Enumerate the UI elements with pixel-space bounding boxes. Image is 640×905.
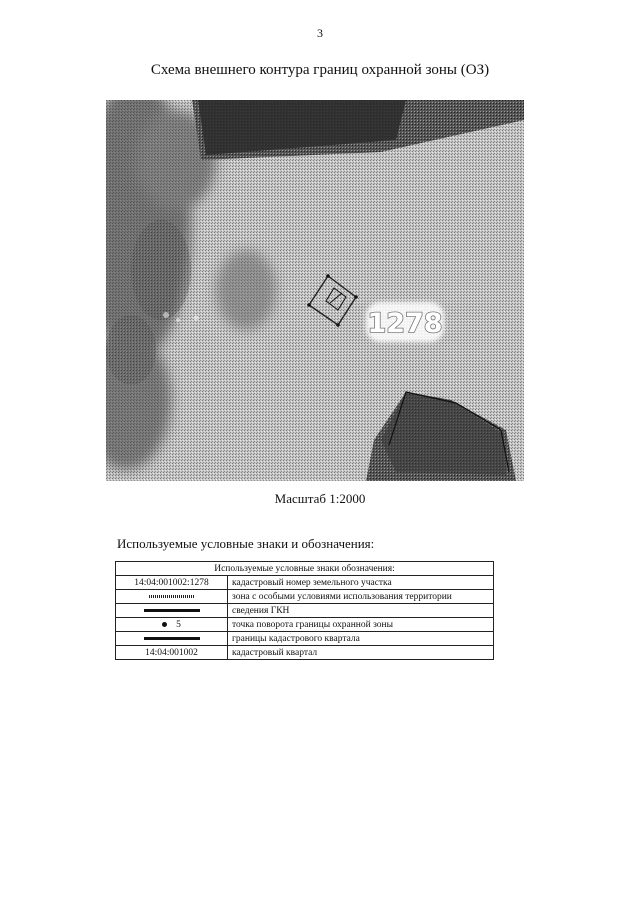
- legend-row: [116, 632, 494, 646]
- hatched-line-icon: [149, 595, 195, 598]
- legend-row: [116, 618, 494, 632]
- dot-icon: [162, 622, 167, 627]
- legend-caption-row: [116, 562, 494, 576]
- legend-description: границы кадастрового квартала: [228, 632, 494, 646]
- legend-row: [116, 576, 494, 590]
- legend-description: зона с особыми условиями использования территории: [228, 590, 494, 604]
- map-image: [106, 100, 524, 481]
- thick-line-icon: [144, 637, 200, 640]
- legend-row: [116, 646, 494, 660]
- map-title: Схема внешнего контура границ охранной зоны (ОЗ): [150, 62, 490, 78]
- legend-description: точка поворота границы охранной зоны: [228, 618, 494, 632]
- legend-caption: Используемые условные знаки обозначения:: [116, 562, 494, 576]
- page-number: 3: [317, 26, 323, 40]
- legend-table: [115, 561, 494, 660]
- legend-row: [116, 590, 494, 604]
- legend-symbol-cadastral-number: 14:04:001002:1278: [116, 576, 228, 590]
- legend-heading: Используемые условные знаки и обозначения:: [117, 536, 375, 551]
- legend-point-number: 5: [176, 619, 181, 630]
- legend-description: сведения ГКН: [228, 604, 494, 618]
- legend-row: [116, 604, 494, 618]
- legend-symbol-cadastral-quarter: 14:04:001002: [116, 646, 228, 660]
- legend-description: кадастровый квартал: [228, 646, 494, 660]
- map-scale: Масштаб 1:2000: [274, 491, 366, 506]
- parcel-number-label: 1278: [367, 308, 443, 339]
- thick-line-icon: [144, 609, 200, 612]
- aerial-photo: [106, 100, 524, 481]
- legend-description: кадастровый номер земельного участка: [228, 576, 494, 590]
